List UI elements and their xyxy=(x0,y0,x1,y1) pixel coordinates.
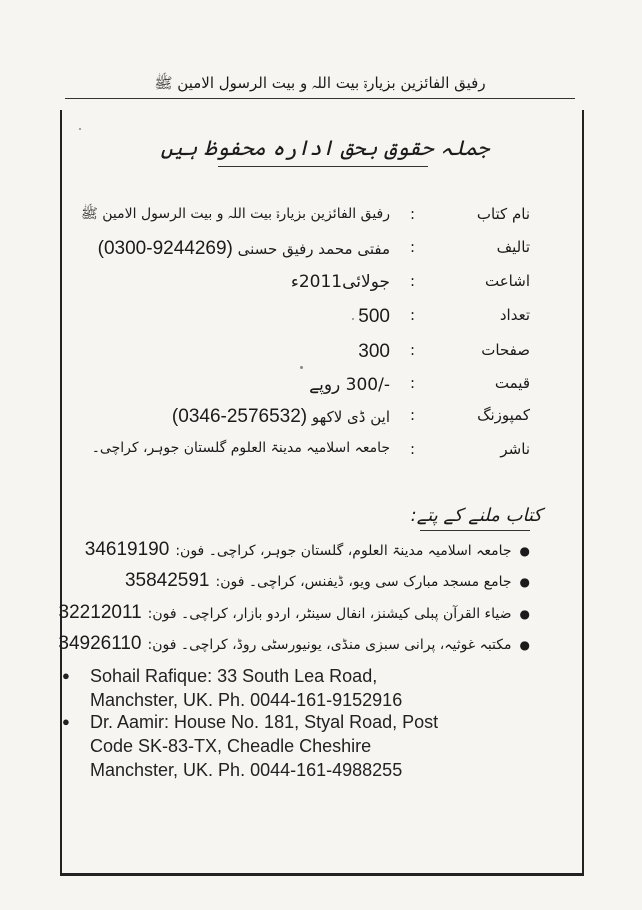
meta-colon: : xyxy=(410,205,416,223)
quantity-value: 500 xyxy=(358,306,390,327)
meta-label: تالیف xyxy=(496,238,530,256)
meta-colon: : xyxy=(410,272,416,290)
meta-value-text: این ڈی لاکھو xyxy=(311,408,390,426)
meta-value xyxy=(60,440,390,456)
meta-label: اشاعت xyxy=(485,272,530,290)
meta-colon: : xyxy=(410,374,416,392)
meta-value xyxy=(60,374,390,395)
scan-speck xyxy=(79,128,81,130)
author-phone: (0300-9244269) xyxy=(97,238,233,259)
scan-speck xyxy=(300,366,303,369)
meta-value-text: -/300 روپے xyxy=(309,375,390,395)
composer-phone: (0346-2576532) xyxy=(171,406,308,427)
meta-colon: : xyxy=(410,341,416,359)
meta-label: صفحات xyxy=(481,341,530,359)
meta-colon: : xyxy=(410,406,416,424)
bullet: ● xyxy=(519,638,530,652)
meta-value-text: جولائی2011ء xyxy=(290,272,390,292)
address-line: Code SK-83-TX, Cheadle Cheshire xyxy=(90,736,372,756)
meta-row-publisher xyxy=(0,440,642,464)
address-text: جامع مسجد مبارک سی ویو، ڈیفنس، کراچی۔ فون: xyxy=(215,574,512,590)
meta-row-title xyxy=(0,205,642,229)
pages-value: 300 xyxy=(358,341,390,362)
header-rule xyxy=(65,98,575,99)
meta-value-text: جامعہ اسلامیہ مدینۃ العلوم گلستان جوہر، کراچی۔ xyxy=(91,440,390,456)
meta-row-composing xyxy=(0,406,642,430)
address-text: جامعہ اسلامیہ مدینۃ العلوم، گلستان جوہر، کراچی۔ فون: xyxy=(175,543,512,559)
addresses-heading: کتاب ملنے کے پتے: xyxy=(410,505,542,526)
list-item xyxy=(58,633,530,661)
meta-label: کمپوزنگ xyxy=(477,406,530,424)
meta-row-quantity xyxy=(0,306,642,330)
bullet: ● xyxy=(62,714,70,729)
meta-label: ناشر xyxy=(500,440,530,458)
address-line: Dr. Aamir: House No. 181, Styal Road, Post xyxy=(90,712,439,732)
list-item xyxy=(80,570,530,598)
meta-value xyxy=(60,238,390,260)
meta-value xyxy=(60,306,390,328)
running-title: رفیق الفائزین بزیارۃ بیت اللہ و بیت الرسول الامین ﷺ xyxy=(154,74,486,92)
meta-label: نام کتاب xyxy=(476,205,530,223)
meta-row-price xyxy=(0,374,642,398)
phone-number: 34619190 xyxy=(84,539,170,560)
address-line: Manchster, UK. Ph. 0044-161-9152916 xyxy=(90,690,403,710)
meta-value-text: رفیق الفائزین بزیارۃ بیت اللہ و بیت الرسول الامین ﷺ xyxy=(80,206,390,222)
phone-number: 32212011 xyxy=(58,602,142,623)
scan-speck xyxy=(352,318,354,320)
meta-colon: : xyxy=(410,440,416,458)
address-line: Sohail Rafique: 33 South Lea Road, xyxy=(90,666,378,686)
bullet: ● xyxy=(519,607,530,621)
meta-row-publication xyxy=(0,272,642,296)
address-text: ضیاء القرآن پبلی کیشنز، انفال سینٹر، اردو بازار، کراچی۔ فون: xyxy=(147,606,512,622)
meta-value xyxy=(60,205,390,225)
meta-value-text: مفتی محمد رفیق حسنی xyxy=(237,240,390,258)
meta-colon: : xyxy=(410,238,416,256)
meta-label: قیمت xyxy=(494,374,530,392)
meta-row-author xyxy=(0,238,642,262)
meta-value xyxy=(60,272,390,292)
meta-value xyxy=(60,406,390,428)
phone-number: 35842591 xyxy=(124,570,210,591)
meta-value xyxy=(60,341,390,363)
list-item xyxy=(62,710,532,782)
meta-colon: : xyxy=(410,306,416,324)
meta-row-pages xyxy=(0,341,642,365)
list-item xyxy=(62,664,532,712)
list-item xyxy=(58,602,530,630)
phone-number: 34926110 xyxy=(58,633,142,654)
heading-underline xyxy=(218,166,428,167)
bullet: ● xyxy=(519,544,530,558)
bullet: ● xyxy=(62,668,70,683)
list-item xyxy=(80,539,530,567)
copyright-heading: جملہ حقوق بحق ادارہ محفوظ ہیں xyxy=(160,136,490,160)
addresses-heading-underline xyxy=(420,530,530,531)
meta-label: تعداد xyxy=(499,306,530,324)
address-line: Manchster, UK. Ph. 0044-161-4988255 xyxy=(90,760,403,780)
bullet: ● xyxy=(519,575,530,589)
address-text: مکتبہ غوثیہ، پرانی سبزی منڈی، یونیورسٹی روڈ، کراچی۔ فون: xyxy=(147,637,512,653)
